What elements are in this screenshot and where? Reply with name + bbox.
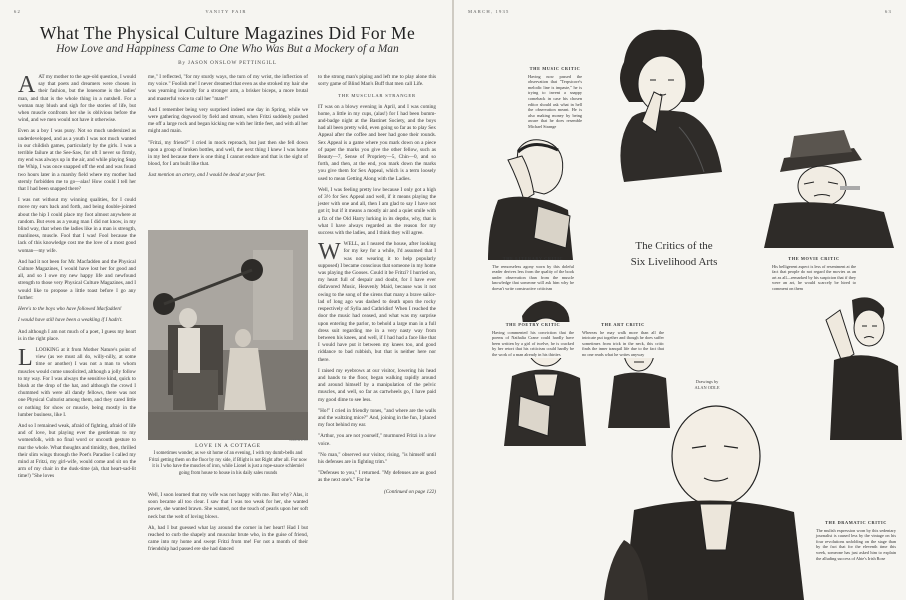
paragraph: LLOOKING at it from Mother Nature's point of view (as we must all do, willy-nilly, at some time or another) I was not a man to whom muscles would come unsolicited, although a jolly follow to my way. For I was always the sensitive kind, quick to blush at the drop of the hat, and although the crowd I chummed with were all dandy fellows, there was not one Physical Culturist among them, and they cared little or nothing for show or muscle, being mostly in the lumber business, like I. <box>18 344 136 418</box>
paragraph: Just mention an artery, and I would be dead at your feet. <box>148 172 266 179</box>
dramatic-critic-drawing <box>604 400 814 600</box>
paragraph: WWELL, as I neared the house, after looking for my key for a while, I'd assumed that I was not wearing it to help popularly supposed) I became conscious that someone in my home was playing the Gooses. Could it be Fritzi? I hurried on, my heart full of despair and doubt, for I have ever disfavored Music, Heavenly Maid, because was it not owing to the song of the sirens that many a brave sailor-lad of long ago was dashed to death upon the rocky respectively of Sylla and Cathridist! When I reached the door the music had ceased, and what was my surprise upon entering the parlor, to behold a large man in a full dress suit regarding me in a very nasty way from between his knees, and well, if I had had a face like that I would have put it between my knees too, and good riddance to bad rubbish, but that is neither here nor there. <box>318 239 436 363</box>
paragraph: "Fritzi, my friend?" I cried in mock reproach, but just then she fell down upon a group of broken bottles, and well, the next thing I knew I was home in my bed because there is one thing I cannot endure and that is the sight of blood, for I am built like that. <box>148 139 308 168</box>
music-critic-caption <box>528 66 582 130</box>
paragraph: "Arthur, you are not yourself," murmured Fritzi in a low voice. <box>318 433 436 447</box>
paragraph: And although I am not much of a poet, I guess my heart is in the right place. <box>18 328 136 342</box>
article-column-2 <box>148 74 308 224</box>
movie-critic-caption <box>772 256 856 292</box>
paragraph: Ah, had I but guessed what lay around the corner in her heart! Had I but reached to curb the shapely and muscular brute who, in the guise of friend, came into my home and swept Fritzi from me! For not a month of their friendship had passed ere she had danced <box>148 524 308 553</box>
critic-label: THE DRAMATIC CRITIC <box>825 520 887 525</box>
page-number-right: 63 <box>885 9 892 14</box>
running-head-right: MARCH, 1935 <box>468 9 510 14</box>
gesturing-critic-drawing <box>814 290 904 440</box>
poetry-critic-caption <box>492 322 574 358</box>
critic-label: THE POETRY CRITIC <box>505 322 561 327</box>
critic-label: THE ART CRITIC <box>601 322 645 327</box>
paragraph: IT was on a blowy evening in April, and I was coming home, a little in my cups, (alas!) for I had been bumm-and-badge night at the Bastinet Society, and the boys had all been pretty wild, even going so far as to play Sex Appeal after the coffee and beer had gone their rounds. Sex Appeal is a game where you mark down on a piece of paper the marks you give the other fellow, such as Beauty—7, Sense of Propriety—5, Chin—0, and so forth, and then, at the end, you mark down the marks you give them for Sex Appeal, which is a term loosely used to mean Getting Along with the Ladies. <box>318 103 436 182</box>
paragraph: to the strong man's piping and left me to play alone this sorry game of Blind Man's Buff that men call Life. <box>318 74 436 88</box>
critic-label: THE MOVIE CRITIC <box>788 256 840 261</box>
poetry-critic-drawing <box>494 296 594 446</box>
paragraph: And so I remained weak, afraid of fighting, afraid of life and of love, but playing ever the gentleman to my womenfolk, with no final word or uncouth gesture to mar the whole. What thoughts and timidity, then, thrilled their slim wings through the Poet's Paradise I called my mind at Fritzi, my girl-wife, would come and sit on the arm of my chair in the dusk-time (ah, that heart-sad-lit time!) "She loves <box>18 422 136 480</box>
paragraph: "Ho!" I cried in friendly tones, "and where are the walls and the waltzing mice?" And, joining in the fun, I placed my foot behind my ear. <box>318 407 436 429</box>
movie-critic-drawing <box>744 128 894 248</box>
photo-image <box>148 230 308 440</box>
left-page <box>0 0 452 600</box>
article-column-1 <box>18 74 136 594</box>
photo-love-in-a-cottage <box>148 230 308 440</box>
verse-line: I would have still have been a weakling if I hadn't. <box>18 317 123 324</box>
music-critic-drawing <box>584 22 734 182</box>
drawings-credit: Drawings by ALAN ODLE <box>694 379 720 390</box>
paragraph: Well, I was feeling pretty low because I only got a high of 3½ for Sex Appeal and well, if it means playing the jester with one and all, then I am glad to say I have not got it; but if it means a mostly air and a quiet smile with a fiz of the Old Harry lurking in its depths, why, that is what I have always regarded as the reason for my success with the ladies, and I think they will agree. <box>318 186 436 237</box>
critic-text: Having now passed the observation that "Terpsicore's melodic line is impaste," he is trying to invent a snappy comeback in case his chosen editor should ask what in hell the observation meant. He is also making money by being aware that he does resemble Michael Strange <box>528 73 582 129</box>
running-head-left: VANITY FAIR <box>205 9 247 14</box>
photo-credit: GAUGUIN <box>289 438 308 442</box>
right-page <box>454 0 906 600</box>
feature-title-line-2: Six Livelihood Arts <box>630 256 718 268</box>
byline: By JASON ONSLOW PETTINGILL <box>178 60 277 66</box>
literary-critic-drawing <box>478 130 588 260</box>
paragraph: me," I reflected, "for my sturdy ways, the turn of my wrist, the inflection of my voice." Foolish me! I never dreamed that even as she stroked my hair she was yearning inwardly for a stronger arm, a brisker biceps, a more brutal and masterful voice to call her "mate!" <box>148 74 308 102</box>
paragraph: "Defenses to you," I returned. "My defenses are as good as the next one's." For he <box>318 470 436 484</box>
paragraph: And I remember being very surprised indeed one day in Spring, while we were gathering dogwood by field and stream, when Fritzi suddenly pushed me off a large rock and began kicking me with her little feet, and with all her might and main. <box>148 106 308 135</box>
critic-text: The remorseless agony worn by this doleful reader derives less from the quality of the book under observation than from the muscle knowledge that someone will ask him why he doesn't write constructive criticism <box>492 263 574 291</box>
feature-title-line-1: The Critics of the <box>635 240 713 252</box>
paragraph: AAT my mother to the age-old question, I would say that poets and dreamers were chosen in their fashion, but the lonesome is the ladies' man, and that is the whole thing in a nutshell. For a woman may blush and sigh for the stories of life, but when muscle confronts her she is oblivious before the wind, and we men would not have it otherwise. <box>18 72 136 124</box>
continued-note: (Continued on page 122) <box>383 488 436 495</box>
paragraph: Even as a boy I was puny. Not so much undersized as underdeveloped, and as a youth I was not much wanted in our childish games, particularly by the girls. I was a terrible failure at the See-Saw, for oft I never so firmly, my end was always up in the air, and while playing Snap the Whip, I was once snapped off the end and was found two hours later in a marshy field where my mother had sternly forbidden me to go—alas! How could I tell her that I had been snapped there? <box>18 128 136 193</box>
page-number-left: 62 <box>14 9 21 14</box>
critic-label: THE MUSIC CRITIC <box>529 66 581 71</box>
critic-text: Having commented his conviction that the poems of Nathalia Crane could hardly have been written by a girl of twelve, he is cracked by her retort that his criticism could hardly be the work of a man already in his thirties <box>492 329 574 357</box>
literary-critic-caption <box>492 256 574 292</box>
section-heading: THE MUSCULAR STRANGER <box>338 93 416 99</box>
paragraph: I raised my eyebrows at our visitor, lowering his head and hands to the floor, began walking rapidly around and around himself by a manipulation of the pelvic muscles, and well, so far as cartwheels go, I have paid my good dime to see less. <box>318 367 436 403</box>
critic-label: THE LITERARY CRITIC <box>502 256 564 261</box>
photo-caption <box>148 438 308 477</box>
critic-text: The mulish expression worn by this sedentary journalist is caused less by the vintage on his four revolutions unfolding on the stage than by the fact that for the eleventh time this week, someone has just asked him to explain the alluding success of Abie's Irish Rose <box>816 527 896 561</box>
verse-line: Here's to the boys who have followed Macfadden! <box>18 306 122 313</box>
paragraph: "No man," observed our visitor, rising, "is himself until his defenses are in fighting trim." <box>318 451 436 465</box>
article-title: What The Physical Culture Magazines Did For Me <box>39 23 416 43</box>
article-column-2-bottom <box>148 492 308 596</box>
photo-caption-text: I sometimes wonder, as we sit home of an evening, I with my dumb-bells and Fritzi getting them on the floor by my side, if Blight is not Right after all. For now it is I who have the muscles of iron, while Lionel is just a rope-sauce schlemiel going from house to house in his daily sales rounds <box>148 451 308 476</box>
article-subtitle: How Love and Happiness Came to One Who Was But a Mockery of a Man <box>56 43 399 55</box>
feature-title <box>604 238 744 270</box>
critic-text: Whereas he may walk more than all the intricate put together and though he does suffer sometimes from trick in the neck, this critic finds the inner tranquil life due to the fact that no one reads what he writes anyway <box>582 329 664 357</box>
paragraph: And had it not been for Mr. Macfadden and the Physical Culture Magazines, I would have lost her for good and all, and so I owe my new happy life and newfound strength to those very Physical Culture Magazines, and I would like to propose a little toast before I go any further: <box>18 258 136 301</box>
critic-text: His belligerent aspect is less of resentment at the fact that people do not regard the movies as an art as all—remarked by his suspicion that if they were an art, he would scarcely be hired to comment on them <box>772 263 856 291</box>
paragraph: I was not without my winning qualities, for I could move my ears back and forth, and being double-jointed about the hip I could place my foot almost anywhere at random. But even as a young man I did not know, in my blind way, that when the ladies like in a man is strength, manliness, muscle. Fool that I was! Fool because the lack of this knowledge cost me the love of a most good woman—my wife. <box>18 197 136 254</box>
dramatic-critic-caption <box>816 520 896 561</box>
photo-caption-title: LOVE IN A COTTAGE <box>195 443 261 449</box>
art-critic-caption <box>582 322 664 358</box>
article-column-3 <box>318 74 436 596</box>
paragraph: Well, I soon learned that my wife was not happy with me. But why? Alas, it soon became all too clear. I saw that I was too weak for her, she wanted power, she wanted brawn. She wanted, not the touch of pearls upon her soft neck but the welt of loving blows. <box>148 492 308 520</box>
